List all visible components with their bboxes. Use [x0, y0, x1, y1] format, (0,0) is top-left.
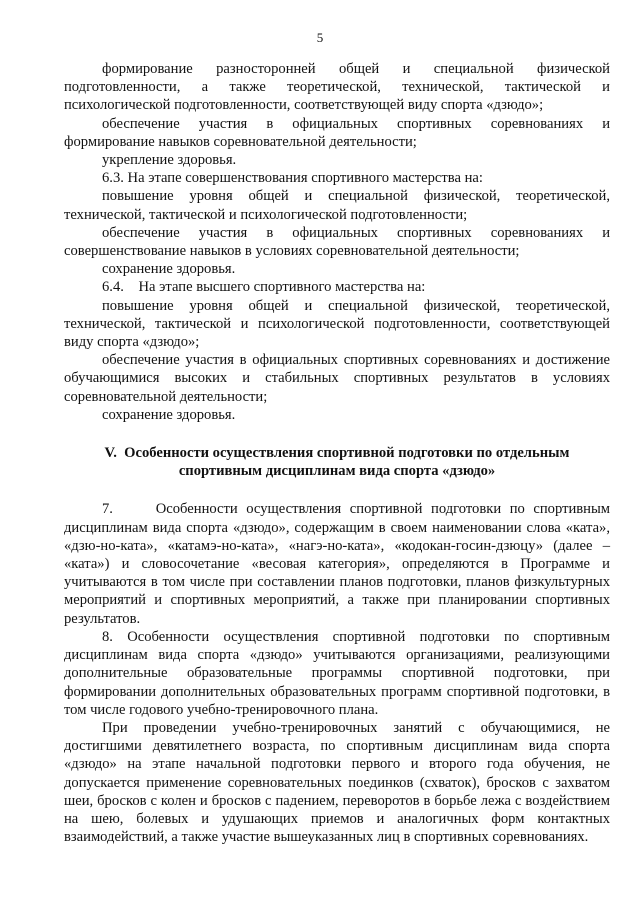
paragraph: 6.4. На этапе высшего спортивного мастерства на: — [102, 279, 426, 296]
paragraph: укрепление здоровья. — [102, 152, 237, 169]
paragraph: 8. Особенности осуществления спортивной подготовки по спортивным дисциплинам вида спорта «дзюдо» учитываются организациями, реализующими дополнительные образовательные программы спортивной подготовки, при формировании дополнительных образовательных программ спортивной подготовки, в том числе годового учебно-тренировочного плана. — [64, 628, 610, 718]
paragraph: обеспечение участия в официальных спортивных соревнованиях и формирование навыков соревновательной деятельности; — [64, 115, 610, 150]
paragraph: повышение уровня общей и специальной физической, теоретической, технической, тактической и психологической подготовленности; — [64, 188, 610, 223]
paragraph: обеспечение участия в официальных спортивных соревнованиях и достижение обучающимися высоких и стабильных спортивных результатов в условиях соревновательной деятельности; — [64, 352, 610, 405]
section-heading: V. Особенности осуществления спортивной подготовки по отдельным спортивным дисциплинам вида спорта «дзюдо» — [104, 445, 570, 480]
paragraph: обеспечение участия в официальных спортивных соревнованиях и совершенствование навыков в условиях соревновательной деятельности; — [64, 224, 610, 260]
paragraph: повышение уровня общей и специальной физической, теоретической, технической, тактической и психологической подготовленности, соответствующей виду спорта «дзюдо»; — [64, 297, 610, 351]
paragraph: сохранение здоровья. — [102, 261, 236, 278]
paragraph: формирование разносторонней общей и специальной физической подготовленности, а также теоретической, технической, тактической и психологической подготовленности, соответствующей виду спорта «дзюдо»; — [64, 61, 610, 114]
page-number: 5 — [316, 30, 324, 45]
paragraph: 6.3. На этапе совершенствования спортивного мастерства на: — [102, 170, 483, 187]
paragraph: сохранение здоровья. — [102, 406, 236, 423]
paragraph: При проведении учебно-тренировочных занятий с обучающимися, не достигшими девятилетнего возраста, по спортивным дисциплинам вида спорта «дзюдо» на этапе начальной подготовки первого и второго года обучения, не допускается применение соревновательных поединков (схваток), бросков с захватом шеи, бросков с колен и бросков с падением, переворотов в борьбе лежа с воздействием на шею, болевых и удушающих приемов и аналогичных форм контактных взаимодействий, а также участие вышеуказанных лиц в спортивных соревнованиях. — [64, 719, 610, 846]
paragraph: 7. Особенности осуществления спортивной подготовки по спортивным дисциплинам вида спорта «дзюдо», содержащим в своем наименовании слова «ката», «дзю-но-ката», «катамэ-но-ката», «нагэ-но-ката», «кодокан-госин-дзюцу» (далее – «ката») и словосочетание «весовая категория», определяются в Программе и учитываются в том числе при составлении планов подготовки, планов физкультурных мероприятий и спортивных мероприятий, а также при планировании спортивных результатов. — [64, 501, 610, 627]
document-body — [64, 60, 610, 846]
